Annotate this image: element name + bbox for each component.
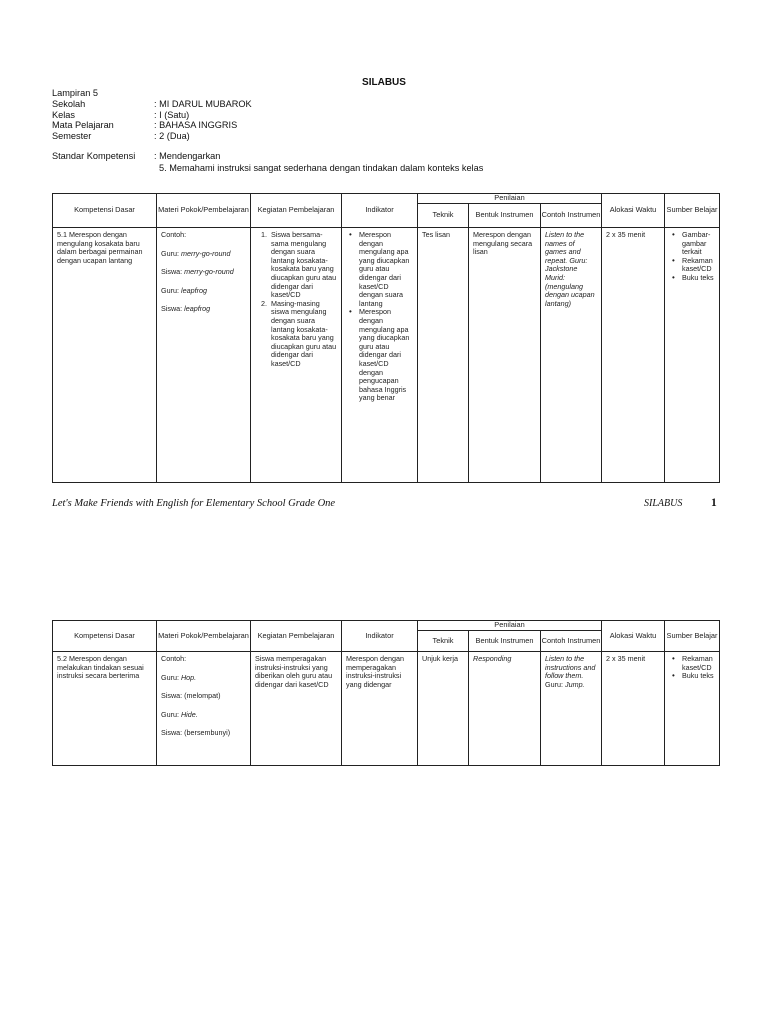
- kegiatan-cell: Siswa memperagakan instruksi-instruksi yang diberikan oleh guru atau didengar dari kaset/CD: [255, 654, 333, 689]
- header-materi: Materi Pokok/Pembelajaran: [157, 621, 251, 652]
- list-item: • Merespon dengan mengulang apa yang diucapkan guru atau didengar dari kaset/CD dengan pengucapan bahasa Inggris yang benar: [359, 308, 413, 403]
- contoh-cell: Listen to the instructions and follow them. Guru: Jump.: [545, 654, 596, 689]
- header-sumber: Sumber Belajar: [665, 621, 720, 652]
- indikator-cell: [342, 228, 417, 407]
- teknik-cell: Unjuk kerja: [422, 654, 458, 663]
- header-penilaian: Penilaian: [418, 621, 602, 631]
- bentuk-cell: Merespon dengan mengulang secara lisan: [473, 230, 533, 257]
- standar-value: : Mendengarkan: [154, 151, 221, 161]
- page-title: SILABUS: [362, 77, 406, 88]
- header-indikator: Indikator: [342, 621, 418, 652]
- identity-block: [52, 99, 252, 141]
- header-teknik: Teknik: [418, 204, 469, 228]
- sumber-cell: [665, 652, 719, 685]
- header-bentuk: Bentuk Instrumen: [469, 631, 541, 652]
- kompetensi-cell: 5.2 Merespon dengan melakukan tindakan sesuai instruksi secara berterima: [57, 654, 144, 681]
- kegiatan-cell: [251, 228, 341, 373]
- bentuk-cell: Responding: [473, 654, 512, 663]
- header-sumber: Sumber Belajar: [665, 194, 720, 228]
- silabus-table-2: [52, 620, 720, 766]
- header-indikator: Indikator: [342, 194, 418, 228]
- header-alokasi: Alokasi Waktu: [602, 621, 665, 652]
- footer-book-title: Let's Make Friends with English for Elementary School Grade One: [52, 498, 336, 509]
- sumber-cell: [665, 228, 719, 287]
- standar-kompetensi: [52, 150, 220, 162]
- info-row-semester: [52, 131, 252, 142]
- info-row-mata-pelajaran: [52, 120, 252, 131]
- list-item: • Buku teks: [682, 672, 715, 681]
- teknik-cell: Tes lisan: [422, 230, 450, 239]
- kompetensi-cell: 5.1 Merespon dengan mengulang kosakata baru dalam berbagai permainan dengan ucapan lantang: [57, 230, 143, 265]
- header-kompetensi: Kompetensi Dasar: [53, 621, 157, 652]
- list-item: • Rekaman kaset/CD: [682, 655, 715, 672]
- info-value: : I (Satu): [154, 109, 190, 120]
- info-row-sekolah: [52, 99, 252, 110]
- header-kegiatan: Kegiatan Pembelajaran: [251, 194, 342, 228]
- list-item: • Merespon dengan mengulang apa yang diucapkan guru atau didengar dari kaset/CD dengan suara lantang: [359, 231, 413, 308]
- info-value: : 2 (Dua): [154, 130, 190, 141]
- info-value: : MI DARUL MUBAROK: [154, 99, 252, 109]
- contoh-cell: Listen to the names of games and repeat. Guru: Jackstone Murid: (mengulang dengan ucapan lantang): [545, 230, 595, 308]
- lampiran-label: Lampiran 5: [52, 88, 98, 98]
- info-value: : BAHASA INGGRIS: [154, 120, 238, 131]
- list-item: • Rekaman kaset/CD: [682, 257, 715, 274]
- standar-item: 5. Memahami instruksi sangat sederhana dengan tindakan dalam konteks kelas: [159, 163, 484, 173]
- header-penilaian: Penilaian: [418, 194, 602, 204]
- header-materi: Materi Pokok/Pembelajaran: [157, 194, 251, 228]
- header-bentuk: Bentuk Instrumen: [469, 204, 541, 228]
- info-label: Mata Pelajaran: [52, 120, 114, 131]
- header-contoh: Contoh Instrumen: [541, 631, 602, 652]
- indikator-cell: Merespon dengan memperagakan instruksi-instruksi yang didengar: [346, 654, 404, 689]
- standar-label: Standar Kompetensi: [52, 151, 136, 161]
- header-kegiatan: Kegiatan Pembelajaran: [251, 621, 342, 652]
- page-number: 1: [711, 497, 717, 509]
- list-item: 1. Siswa bersama-sama mengulang dengan suara lantang kosakata-kosakata baru yang diucapkan guru atau didengar dari kaset/CD: [269, 231, 337, 300]
- info-label: Kelas: [52, 109, 75, 120]
- header-kompetensi: Kompetensi Dasar: [53, 194, 157, 228]
- table-row: [53, 228, 720, 483]
- header-alokasi: Alokasi Waktu: [602, 194, 665, 228]
- alokasi-cell: 2 x 35 menit: [606, 654, 646, 663]
- silabus-table-1: [52, 193, 720, 483]
- materi-cell: Contoh: Guru: merry-go-round Siswa: merry-go-round Guru: leapfrog Siswa: leapfrog: [161, 230, 234, 314]
- footer-section: SILABUS: [644, 498, 683, 509]
- alokasi-cell: 2 x 35 menit: [606, 230, 646, 239]
- list-item: • Gambar-gambar terkait: [682, 231, 715, 257]
- info-label: Sekolah: [52, 99, 86, 109]
- list-item: 2. Masing-masing siswa mengulang dengan suara lantang kosakata-kosakata baru yang diucapkan guru atau didengar dari kaset/CD: [269, 300, 337, 369]
- header-contoh: Contoh Instrumen: [541, 204, 602, 228]
- info-label: Semester: [52, 130, 92, 141]
- header-teknik: Teknik: [418, 631, 469, 652]
- info-row-kelas: [52, 110, 252, 121]
- table-row: [53, 652, 720, 766]
- list-item: • Buku teks: [682, 274, 715, 283]
- materi-cell: Contoh: Guru: Hop. Siswa: (melompat) Guru: Hide. Siswa: (bersembunyi): [161, 654, 231, 738]
